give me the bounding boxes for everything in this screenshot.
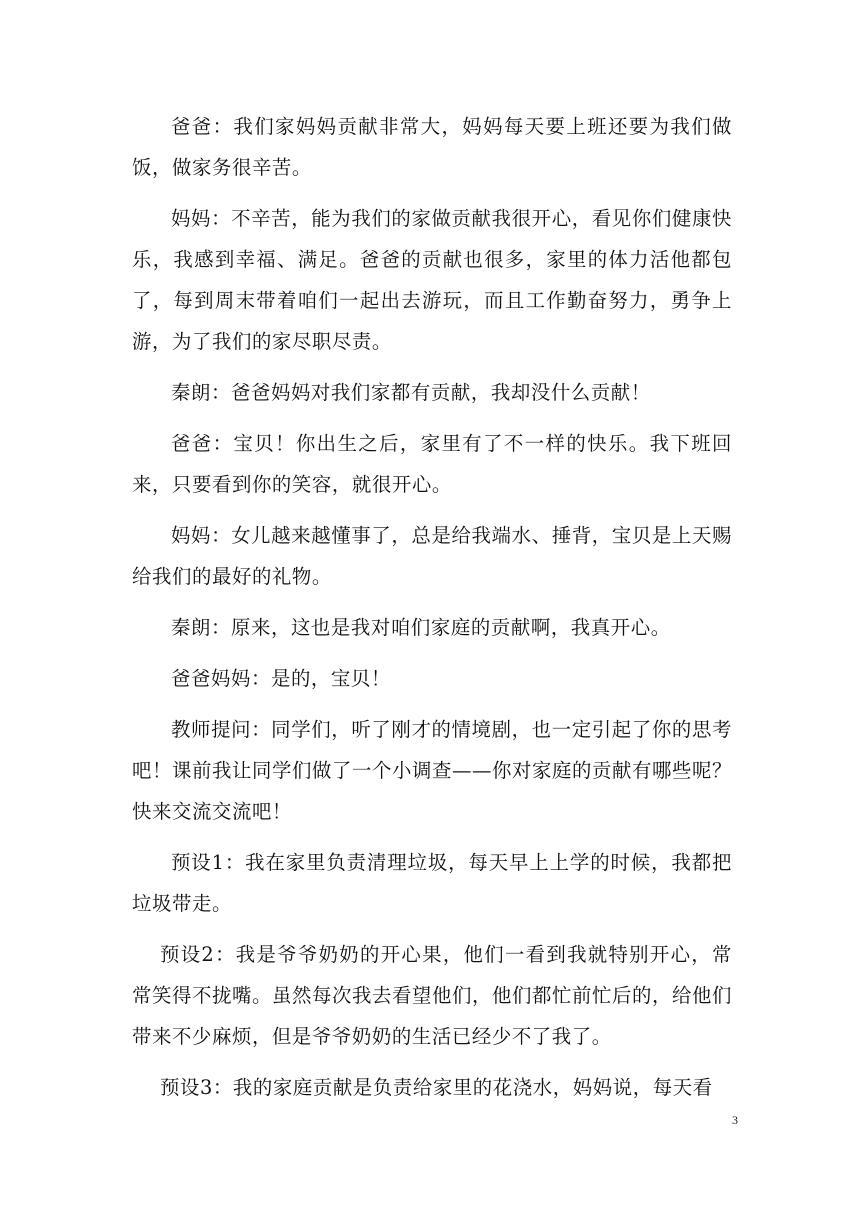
paragraph-preset-1: 预设1：我在家里负责清理垃圾，每天早上上学的时候，我都把垃圾带走。 (132, 851, 732, 915)
paragraph-dad-praise: 爸爸：我们家妈妈贡献非常大，妈妈每天要上班还要为我们做饭，做家务很辛苦。 (132, 115, 732, 179)
paragraph-mom-reply: 妈妈：不辛苦，能为我们的家做贡献我很开心，看见你们健康快乐，我感到幸福、满足。爸爸的贡献也很多，家里的体力活他都包了，每到周末带着咱们一起出去游玩，而且工作勤奋努力，勇争上游，为了我们的家尽职尽责。 (132, 207, 732, 353)
paragraph-preset-3: 预设3：我的家庭贡献是负责给家里的花浇水，妈妈说，每天看 (160, 1076, 713, 1099)
paragraph-parents-agree: 爸爸妈妈：是的，宝贝！ (171, 667, 391, 690)
document-body (132, 106, 732, 1118)
paragraph-teacher-question: 教师提问：同学们，听了刚才的情境剧，也一定引起了你的思考吧！课前我让同学们做了一个小调查——你对家庭的贡献有哪些呢？快来交流交流吧！ (132, 718, 732, 823)
paragraph-preset-2: 预设2：我是爷爷奶奶的开心果，他们一看到我就特别开心，常常笑得不拢嘴。虽然每次我去看望他们，他们都忙前忙后的，给他们带来不少麻烦，但是爷爷奶奶的生活已经少不了我了。 (132, 943, 732, 1048)
paragraph-mom-daughter: 妈妈：女儿越来越懂事了，总是给我端水、捶背，宝贝是上天赐给我们的最好的礼物。 (132, 524, 732, 588)
page-number: 3 (732, 1113, 738, 1127)
paragraph-dad-baby: 爸爸：宝贝！你出生之后，家里有了不一样的快乐。我下班回来，只要看到你的笑容，就很开心。 (132, 432, 732, 496)
paragraph-qinlang-no-contribution: 秦朗：爸爸妈妈对我们家都有贡献，我却没什么贡献！ (171, 381, 651, 404)
paragraph-qinlang-happy: 秦朗：原来，这也是我对咱们家庭的贡献啊，我真开心。 (171, 616, 671, 639)
